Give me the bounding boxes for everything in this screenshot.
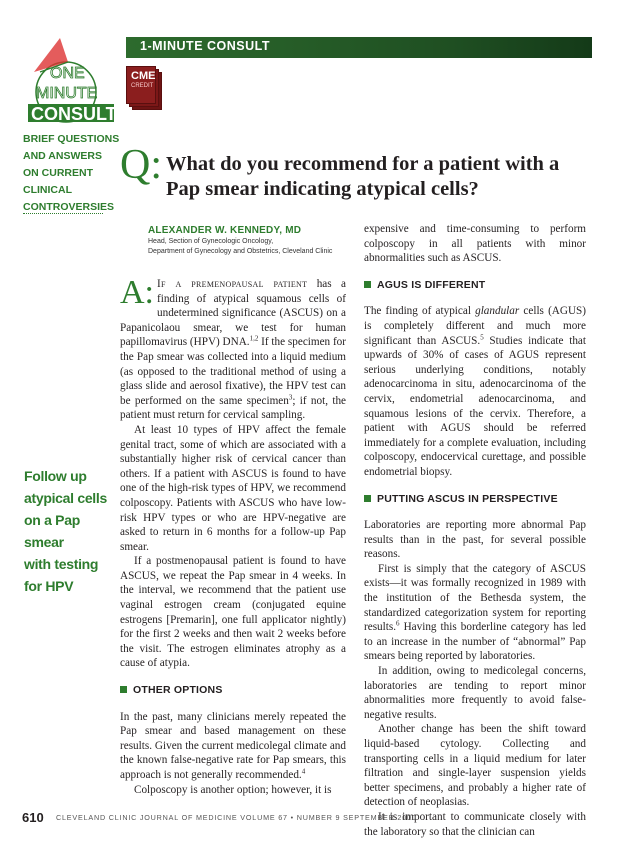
tagline-line: CONTROVERSIES: [23, 201, 115, 213]
pull-quote-line: atypical cells: [24, 490, 107, 506]
paragraph: At least 10 types of HPV affect the female genital tract, some of which are associated with a substantially higher risk of cervical cancer than others. If a patient with ASCUS is found to have one of the high-risk types of HPV, we recommend colposcopy. Patients with ASCUS who have low-risk HPV types or who are HPV-negative are asked to return in 6 months for a follow-up Pap smear.: [120, 423, 346, 553]
paragraph: Colposcopy is another option; however, it is: [134, 783, 332, 796]
article-column-2: [364, 222, 586, 839]
affiliation-line: Department of Gynecology and Obstetrics, Cleveland Clinic: [148, 248, 333, 255]
journal-citation: CLEVELAND CLINIC JOURNAL OF MEDICINE VOLUME 67 • NUMBER 9 SEPTEMBER 2000: [56, 813, 417, 822]
citation: 5: [480, 332, 484, 341]
author-affiliation: [148, 237, 332, 257]
pull-quote-line: on a Pap smear: [24, 512, 80, 550]
tagline-line: BRIEF QUESTIONS: [23, 133, 120, 145]
heading-square-icon: [364, 495, 371, 502]
logo-line-3: CONSULT: [31, 104, 117, 124]
paragraph: If a postmenopausal patient is found to have ASCUS, we repeat the Pap smear in 4 weeks. In the interval, we recommend that the patient use vaginal estrogen cream (conjugated equine estrogens [Premarin], one full applicator nightly) for the first 2 weeks and then wait 2 weeks before the visit. The estrogen eliminates atrophy as a cause of atypia.: [120, 555, 346, 670]
answer-marker: A:: [120, 274, 154, 311]
logo-line-1: ONE: [50, 65, 85, 82]
section-header-bar: [126, 37, 592, 58]
pull-quote-line: for HPV: [24, 578, 74, 594]
cme-credit-badge: [126, 66, 164, 110]
affiliation-line: Head, Section of Gynecologic Oncology,: [148, 238, 274, 245]
lead-in: If a premenopausal patient: [157, 278, 308, 290]
one-minute-consult-logo: [20, 32, 128, 132]
cme-label: CME: [131, 70, 156, 82]
citation: 3: [288, 393, 293, 402]
logo-line-2: MINUTE: [36, 85, 98, 102]
paragraph: Another change has been the shift toward liquid-based cytology. Collecting and transporting cells in a liquid medium for later filtration and single-layer suspension yields better specimens, and probably a higher rate of detection of neoplasias.: [364, 723, 586, 809]
section-label: 1-MINUTE CONSULT: [140, 39, 270, 53]
dotted-divider: [23, 213, 103, 214]
question-marker: Q:: [120, 142, 162, 188]
paragraph: A: If a premenopausal patient has a finding of atypical squamous cells of undetermined significance (ASCUS) on a Papanicolaou smear, we test for human papillomavirus (HPV) DNA.$^{1,2}$ If the specimen for the Pap smear was collected into a liquid medium (as opposed to the traditional method of using a glass slide and aerosol fixative), the HPV test can be performed on the same specimen$^3$; if not, the patient must return for cervical sampling.: [120, 274, 347, 422]
paragraph: In addition, owing to medicolegal concerns, laboratories are tending to report minor abnormalities more frequently to avoid false-negative results.: [364, 665, 586, 721]
paragraph: In the past, many clinicians merely repeated the Pap smear and based management on these results. Given the current medicolegal climate and the known false-negative rate for Pap smears, this approach is not generally recommended.$^4$: [120, 710, 346, 781]
article-title: What do you recommend for a patient with a Pap smear indicating atypical cells?: [166, 153, 560, 200]
paragraph: The finding of atypical glandular cells (AGUS) is completely different and much more significant than ASCUS.$^5$ Studies indicate that upwards of 30% of cases of AGUS represent serious underlying conditions, notably adenocarcinoma in situ, adenocarcinoma of the cervix, endometrial adenocarcinoma, and squamous lesions of the cervix. Therefore, a patient with AGUS should be referred immediately for a complete evaluation, including colposcopy, endocervical curettage, and possible endometrial biopsy.: [364, 305, 586, 478]
pull-quote-line: with testing: [24, 556, 99, 572]
tagline-line: AND ANSWERS: [23, 150, 102, 162]
section-heading: AGUS IS DIFFERENT: [364, 278, 586, 293]
heading-square-icon: [120, 686, 127, 693]
pull-quote: [24, 465, 119, 597]
article-column-1: [120, 274, 347, 797]
tagline-line: CLINICAL: [23, 184, 72, 196]
paragraph: First is simply that the category of ASCUS exists—it was formally recognized in 1989 with the institution of the Bethesda system, the standardized categorization system for reporting results.$^6$ Having this borderline category has led to an increase in the number of “abnormal” Pap smears being reported by laboratories.: [364, 562, 586, 663]
heading-square-icon: [364, 281, 371, 288]
citation: 6: [396, 619, 400, 628]
paragraph: Laboratories are reporting more abnormal Pap results than in the past, for several possible reasons.: [364, 519, 586, 561]
author-name: ALEXANDER W. KENNEDY, MD: [148, 225, 302, 236]
paragraph: It is important to communicate closely with the laboratory so that the clinician can: [364, 810, 586, 838]
pull-quote-line: Follow up: [24, 468, 87, 484]
sidebar-tagline: [23, 131, 133, 216]
section-heading: OTHER OPTIONS: [120, 683, 346, 698]
citation: 4: [301, 767, 306, 776]
section-heading: PUTTING ASCUS IN PERSPECTIVE: [364, 492, 586, 507]
citation: 1,2: [249, 334, 259, 343]
page-number: 610: [22, 810, 44, 825]
cme-sub-label: CREDIT: [131, 83, 154, 89]
paragraph-continued: expensive and time-consuming to perform colposcopy in all patients with minor abnormalities such as ASCUS.: [364, 223, 586, 265]
tagline-line: ON CURRENT: [23, 167, 93, 179]
